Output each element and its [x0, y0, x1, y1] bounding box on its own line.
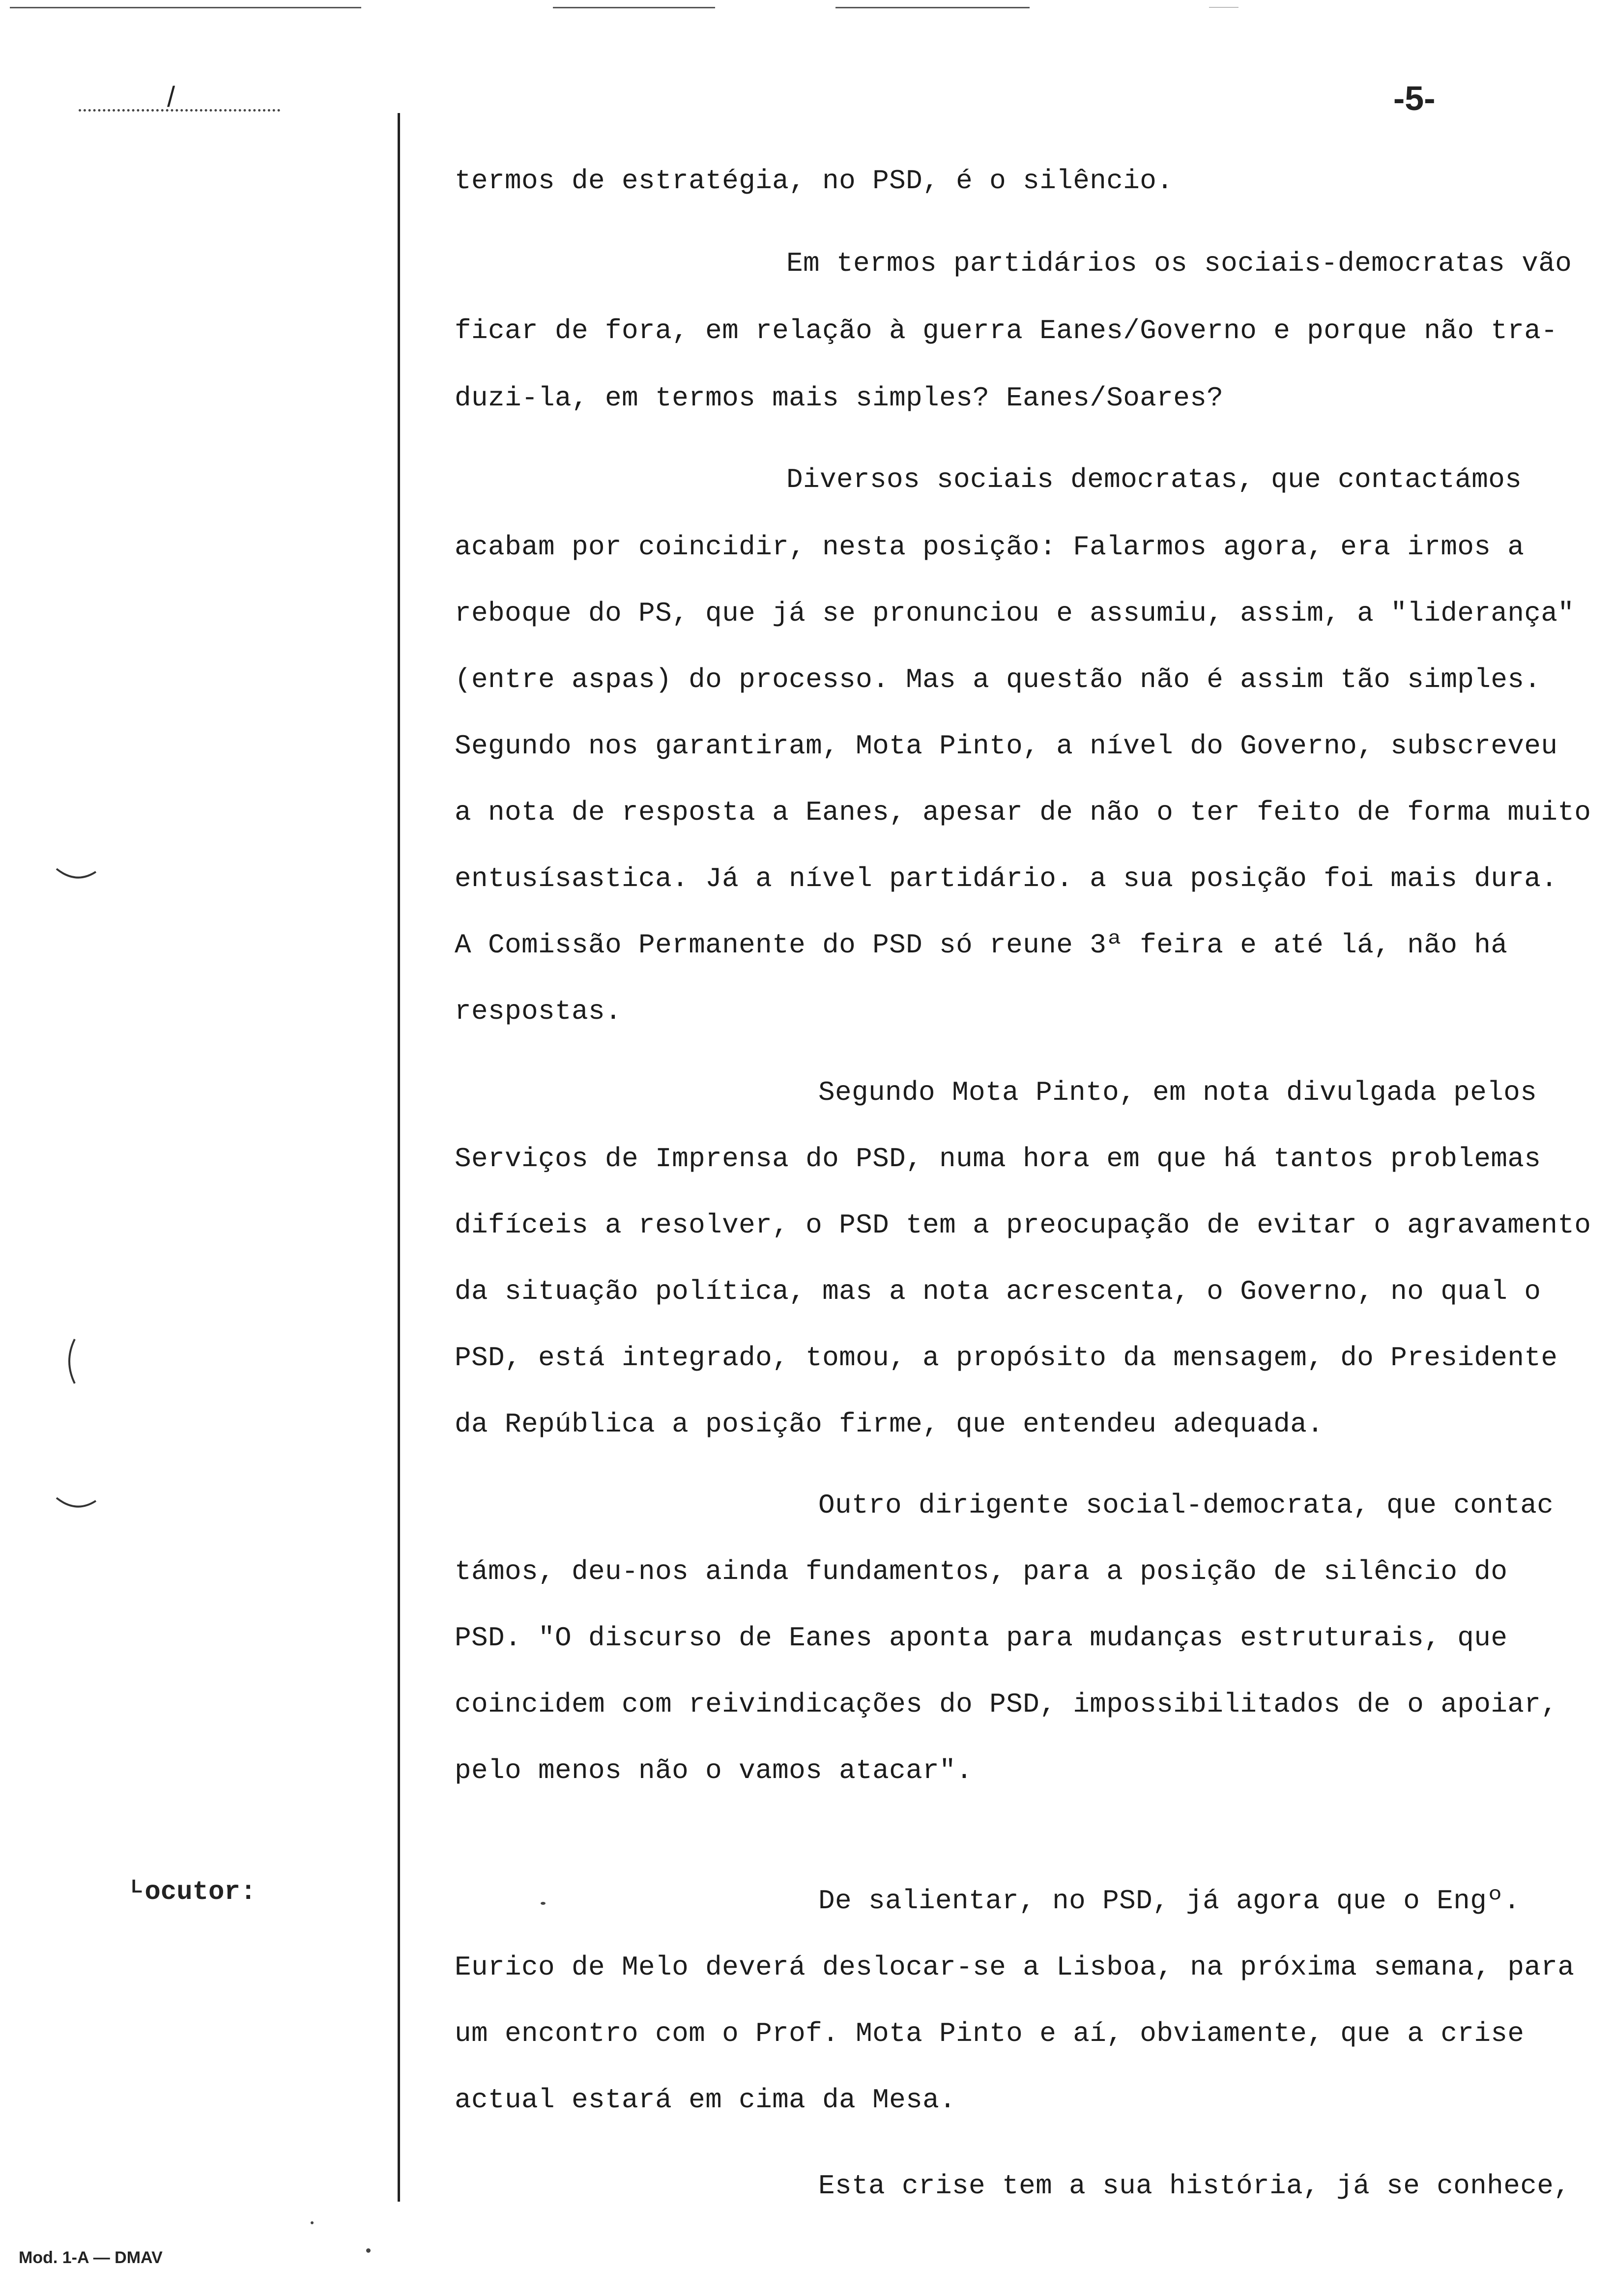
text-line: duzi-la, em termos mais simples? Eanes/Soares? — [455, 382, 1224, 414]
text-line: Em termos partidários os sociais-democratas vão — [786, 248, 1572, 279]
text-line: coincidem com reivindicações do PSD, impossibilitados de o apoiar, — [455, 1689, 1558, 1720]
text-line: acabam por coincidir, nesta posição: Falarmos agora, era irmos a — [455, 531, 1525, 563]
text-line: támos, deu-nos ainda fundamentos, para a posição de silêncio do — [455, 1556, 1508, 1587]
stray-mark — [366, 2248, 371, 2253]
text-line: ficar de fora, em relação à guerra Eanes/Governo e porque não tra- — [455, 315, 1558, 346]
form-label: Mod. 1-A — DMAV — [19, 2248, 163, 2267]
top-edge-line — [553, 7, 715, 8]
text-line: Segundo nos garantiram, Mota Pinto, a nível do Governo, subscreveu — [455, 730, 1558, 762]
dotted-rule — [79, 109, 280, 112]
margin-rule — [398, 113, 400, 2202]
text-line: da situação política, mas a nota acrescenta, o Governo, no qual o — [455, 1276, 1541, 1307]
slash-mark: / — [167, 81, 175, 113]
stray-mark — [311, 2221, 314, 2224]
page-number: -5- — [1393, 79, 1436, 117]
top-edge-line — [835, 7, 1030, 8]
text-line: reboque do PS, que já se pronunciou e assumiu, assim, a "liderança" — [455, 598, 1575, 629]
text-line: PSD. "O discurso de Eanes aponta para mudanças estruturais, que — [455, 1622, 1508, 1654]
text-line: Diversos sociais democratas, que contactámos — [786, 464, 1522, 495]
text-line: Segundo Mota Pinto, em nota divulgada pelos — [818, 1077, 1537, 1108]
top-edge-line — [1209, 7, 1238, 8]
text-line: difíceis a resolver, o PSD tem a preocupação de evitar o agravamento — [455, 1209, 1591, 1241]
text-line: PSD, está integrado, tomou, a propósito da mensagem, do Presidente — [455, 1342, 1558, 1374]
text-line: a nota de resposta a Eanes, apesar de não o ter feito de forma muito — [455, 797, 1591, 828]
punch-mark-icon — [54, 865, 98, 885]
text-line: Eurico de Melo deverá deslocar-se a Lisboa, na próxima semana, para — [455, 1952, 1575, 1983]
text-line: um encontro com o Prof. Mota Pinto e aí, obviamente, que a crise — [455, 2018, 1525, 2049]
text-line: A Comissão Permanente do PSD só reune 3ª feira e até lá, não há — [455, 929, 1508, 961]
text-line: termos de estratégia, no PSD, é o silêncio. — [455, 165, 1174, 197]
punch-mark-icon — [54, 1494, 98, 1514]
bracket-mark-icon — [63, 1337, 78, 1386]
text-line: Serviços de Imprensa do PSD, numa hora em que há tantos problemas — [455, 1143, 1541, 1175]
stray-mark — [541, 1902, 546, 1905]
text-line: respostas. — [455, 996, 622, 1027]
text-line: actual estará em cima da Mesa. — [455, 2084, 956, 2116]
speaker-label: ᴸocutor: — [129, 1877, 257, 1907]
text-line: da República a posição firme, que entendeu adequada. — [455, 1408, 1324, 1440]
text-line: (entre aspas) do processo. Mas a questão não é assim tão simples. — [455, 664, 1541, 695]
top-edge-line — [10, 7, 361, 8]
reference-field — [79, 81, 280, 113]
text-line: entusísastica. Já a nível partidário. a sua posição foi mais dura. — [455, 863, 1558, 894]
text-line: pelo menos não o vamos atacar". — [455, 1755, 973, 1786]
text-line: De salientar, no PSD, já agora que o Engº. — [818, 1885, 1521, 1917]
text-line: Outro dirigente social-democrata, que contac — [818, 1490, 1554, 1521]
text-line: Esta crise tem a sua história, já se conhece, — [818, 2170, 1571, 2202]
